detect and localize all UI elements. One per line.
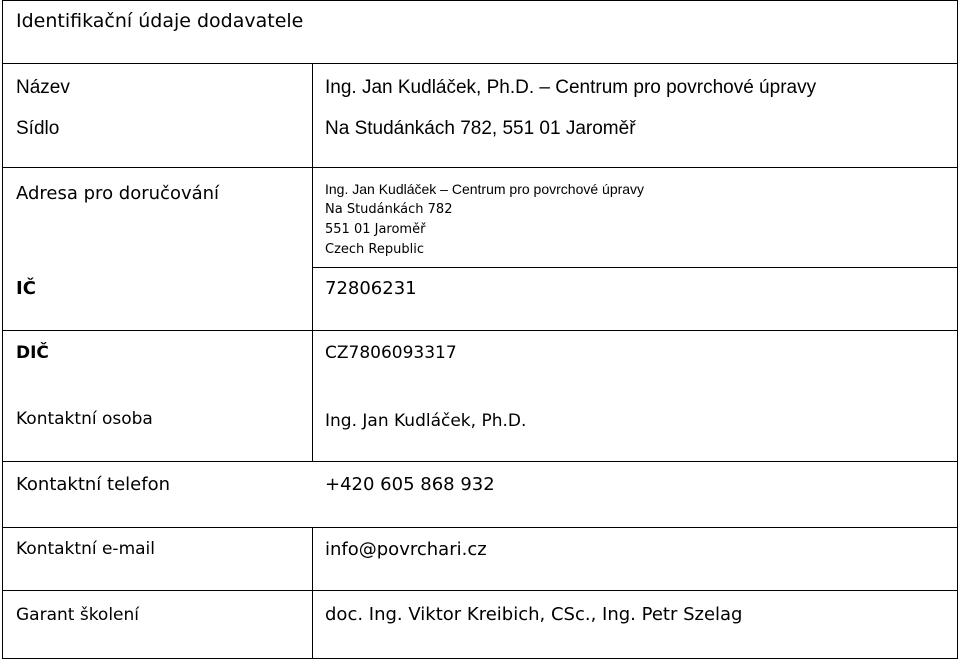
divider [2, 167, 958, 168]
divider [2, 63, 958, 64]
section-title: Identifikační údaje dodavatele [16, 10, 304, 32]
sidlo-label: Sídlo [16, 118, 60, 139]
dic-value: CZ7806093317 [325, 343, 457, 363]
garant-skoleni-label: Garant školení [16, 605, 140, 625]
divider [2, 590, 958, 591]
kontaktni-email-label: Kontaktní e-mail [16, 539, 155, 559]
kontaktni-osoba-value: Ing. Jan Kudláček, Ph.D. [325, 411, 527, 431]
divider [312, 267, 958, 268]
kontaktni-telefon-value: +420 605 868 932 [325, 474, 495, 495]
kontaktni-email-value: info@povrchari.cz [325, 539, 487, 560]
divider [2, 461, 958, 462]
sidlo-value: Na Studánkách 782, 551 01 Jaroměř [325, 118, 636, 139]
dic-label: DIČ [16, 343, 49, 363]
nazev-label: Název [16, 77, 70, 98]
ic-value: 72806231 [325, 278, 417, 299]
divider [312, 64, 313, 461]
divider [312, 528, 313, 659]
nazev-value: Ing. Jan Kudláček, Ph.D. – Centrum pro povrchové úpravy [325, 77, 817, 98]
ic-label: IČ [16, 278, 36, 299]
divider [2, 527, 958, 528]
garant-skoleni-value: doc. Ing. Viktor Kreibich, CSc., Ing. Petr Szelag [325, 604, 743, 625]
adresa-city: 551 01 Jaroměř [325, 222, 426, 237]
adresa-name: Ing. Jan Kudláček – Centrum pro povrchové úpravy [325, 181, 645, 197]
kontaktni-osoba-label: Kontaktní osoba [16, 409, 153, 429]
adresa-label: Adresa pro doručování [16, 183, 220, 204]
kontaktni-telefon-label: Kontaktní telefon [16, 474, 170, 495]
adresa-country: Czech Republic [325, 242, 424, 257]
adresa-street: Na Studánkách 782 [325, 202, 453, 217]
divider [2, 330, 958, 331]
